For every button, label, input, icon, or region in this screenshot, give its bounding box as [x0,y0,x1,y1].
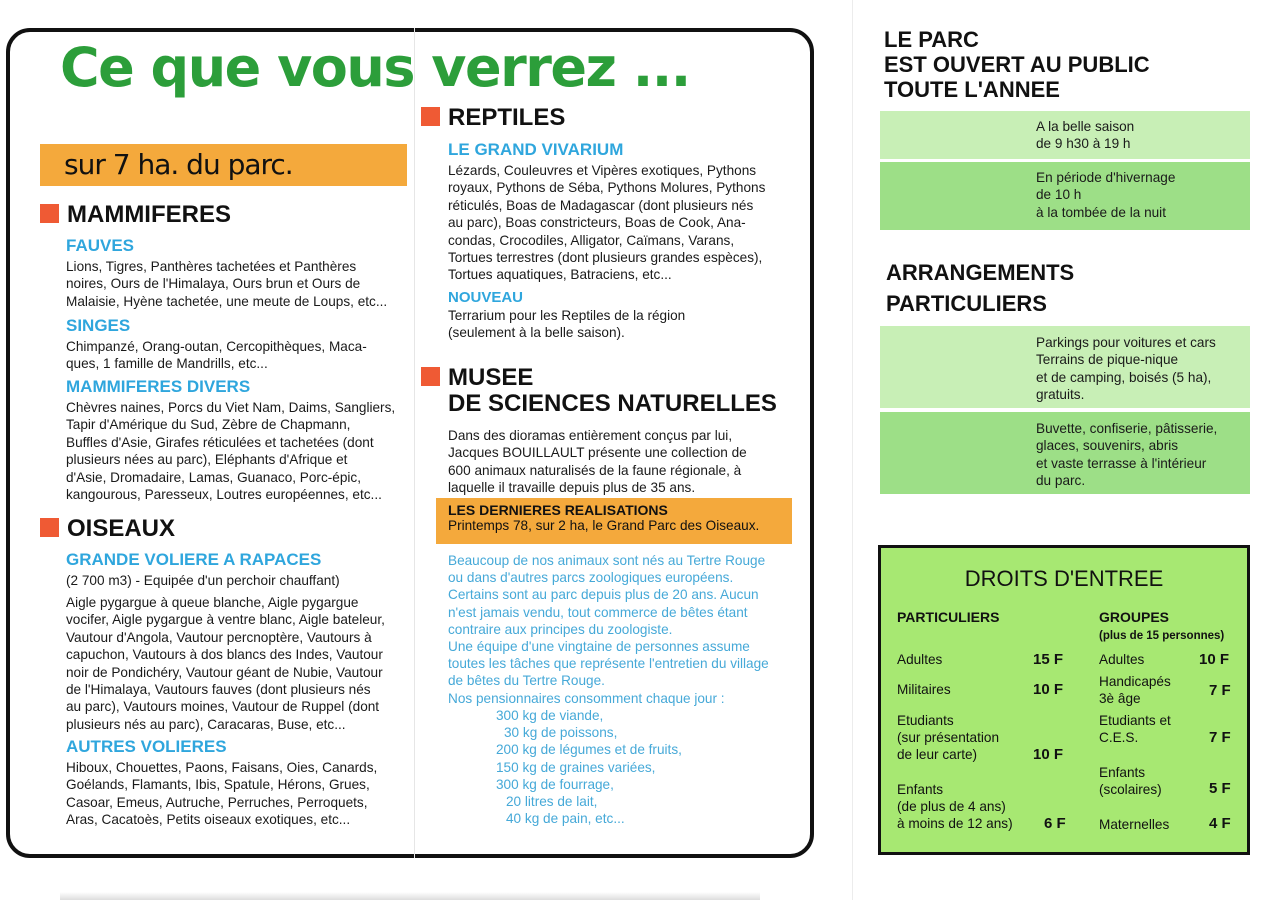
tarif-price: 10 F [1033,681,1064,698]
heading-oiseaux: OISEAUX [40,515,175,543]
tarif-groupes-title: GROUPES [1099,609,1170,625]
box-parkings: Parkings pour voitures et cars Terrains de pique-nique et de camping, boisés (5 ha), gratuits. [880,326,1250,408]
text-fauves: Lions, Tigres, Panthères tachetées et Panthères noires, Ours de l'Himalaya, Ours brun et Ours de Malaisie, Hyène tachetée, une meute de Loups, etc... [66,259,388,309]
subtitle-band [40,144,407,186]
tarif-particuliers-title: PARTICULIERS [897,609,1000,625]
text-info-animaux: Beaucoup de nos animaux sont nés au Tertre Rouge ou dans d'autres parcs zoologiques européens. Certains sont au parc depuis plus de 20 ans. Aucun n'est jamais vendu, tout commerce de bêtes étant contraire aux principes du zoologiste. Une équipe d'une vingtaine de personnes assume toutes les tâches que représente l'entretien du village de bêtes du Tertre Rouge. Nos pensionnaires consomment chaque jour : [448,553,769,706]
subheading-fauves: FAUVES [66,236,135,255]
tarif-row-label: Etudiants et C.E.S. [1099,713,1171,745]
subheading-mammiferes-divers: MAMMIFERES DIVERS [66,377,251,396]
page-edge-shadow [60,892,760,900]
tarif-price: 10 F [1199,651,1230,668]
bullet-square [421,107,440,126]
tarif-price: 7 F [1209,682,1231,699]
text-autres-volieres: Hiboux, Chouettes, Paons, Faisans, Oies, Canards, Goélands, Flamants, Ibis, Spatule, Hérons, Grues, Casoar, Emeus, Autruche, Perruches, Perroquets, Aras, Cacatoès, Petits oiseaux exotiques, etc... [66,760,378,828]
realisations-text: Printemps 78, sur 2 ha, le Grand Parc des Oiseaux. [448,518,760,533]
box-hivernage: En période d'hivernage de 10 h à la tombée de la nuit [880,162,1250,230]
list-food: 300 kg de viande, 30 kg de poissons, 200 kg de légumes et de fruits, 150 kg de graines variées, 300 kg de fourrage, 20 litres de lait, 40 kg de pain, etc... [496,708,682,827]
heading-reptiles: REPTILES [421,104,565,132]
bullet-square [40,518,59,537]
subheading-singes: SINGES [66,316,131,335]
tarif-row-label: Enfants (de plus de 4 ans) à moins de 12 ans) [897,782,1013,831]
heading-musee: MUSEE [421,364,533,392]
box-belle-saison: A la belle saison de 9 h30 à 19 h [880,111,1250,159]
subtitle: sur 7 ha. du parc. [64,148,293,181]
subheading-nouveau: NOUVEAU [448,289,524,306]
tarif-price: 4 F [1209,815,1231,832]
text-grande-voliere: Aigle pygargue à queue blanche, Aigle pygargue vocifer, Aigle pygargue à ventre blanc, Aigle bateleur, Vautour d'Angola, Vautour percnoptère, Vautours à capuchon, Vautours à dos blancs des Indes, Vautour noir de Pondichéry, Vautour géant de Nubie, Vautour de l'Himalaya, Vautours fauves (dont plusieurs nés au parc), Vautours moines, Vautour de Ruppel (dont plusieurs nés au parc), Caracaras, Buse, etc... [66,595,385,732]
realisations-band [436,498,792,544]
realisations-title: LES DERNIERES REALISATIONS [448,502,668,518]
text-mammiferes-divers: Chèvres naines, Porcs du Viet Nam, Daims, Sangliers, Tapir d'Amérique du Sud, Zèbre de Chapmann, Buffles d'Asie, Girafes réticulées et tachetées (dont plusieurs nées au parc), Eléphants d'Afrique et d'Asie, Dromadaire, Lamas, Guanaco, Porc-épic, kangourous, Paresseux, Loutres européennes, etc... [66,400,396,503]
tarif-row-label: Militaires [897,682,951,697]
subheading-grand-vivarium: LE GRAND VIVARIUM [448,140,624,159]
subheading-autres-volieres: AUTRES VOLIERES [66,737,227,756]
heading-mammiferes: MAMMIFERES [40,201,231,229]
heading-arrangements: ARRANGEMENTS PARTICULIERS [886,260,1075,316]
subheading-grande-voliere: GRANDE VOLIERE A RAPACES [66,550,322,569]
text-nouveau: Terrarium pour les Reptiles de la région (seulement à la belle saison). [448,308,686,341]
text-musee: Dans des dioramas entièrement conçus par lui, Jacques BOUILLAULT présente une collection de 600 animaux naturalisés de la faune régionale, à laquelle il travaille depuis plus de 35 ans. [448,428,747,496]
fold-line [414,28,415,858]
tarif-row-label: Adultes [1099,652,1145,667]
fold-line-right [852,0,853,900]
bullet-square [40,204,59,223]
tarif-row-label: Adultes [897,652,943,667]
tarif-price: 7 F [1209,729,1231,746]
tarif-price: 5 F [1209,780,1231,797]
box-buvette: Buvette, confiserie, pâtisserie, glaces, souvenirs, abris et vaste terrasse à l'intérieur du parc. [880,412,1250,494]
bullet-square [421,367,440,386]
tarif-price: 10 F [1033,746,1064,763]
tarif-row-label: Etudiants (sur présentation de leur carte) [897,713,1000,762]
text-singes: Chimpanzé, Orang-outan, Cercopithèques, Maca- ques, 1 famille de Mandrills, etc... [66,339,367,372]
heading-musee-line2: DE SCIENCES NATURELLES [448,390,777,417]
tarif-groupes-subtitle: (plus de 15 personnes) [1099,630,1225,642]
tarif-row-label: Maternelles [1099,817,1170,832]
text-voliere-note: (2 700 m3) - Equipée d'un perchoir chauffant) [66,573,340,588]
tarif-price: 6 F [1044,815,1066,832]
tarif-heading: DROITS D'ENTREE [964,566,1164,591]
tarif-row-label: Enfants (scolaires) [1099,765,1162,797]
tarif-row-label: Handicapés 3è âge [1099,674,1171,706]
heading-ouverture: LE PARC EST OUVERT AU PUBLIC TOUTE L'ANNEE [884,27,1150,102]
tarif-price: 15 F [1033,651,1064,668]
text-grand-vivarium: Lézards, Couleuvres et Vipères exotiques, Pythons royaux, Pythons de Séba, Pythons Molures, Pythons réticulés, Boas de Madagascar (dont plusieurs nés au parc), Boas constricteurs, Boas de Cook, Ana- condas, Crocodiles, Alligator, Caïmans, Varans, Tortues terrestres (dont plusieurs grandes espèces), Tortues aquatiques, Batraciens, etc... [448,163,766,283]
page-title: Ce que vous verrez ... [60,36,690,99]
tarif-box [878,545,1250,855]
